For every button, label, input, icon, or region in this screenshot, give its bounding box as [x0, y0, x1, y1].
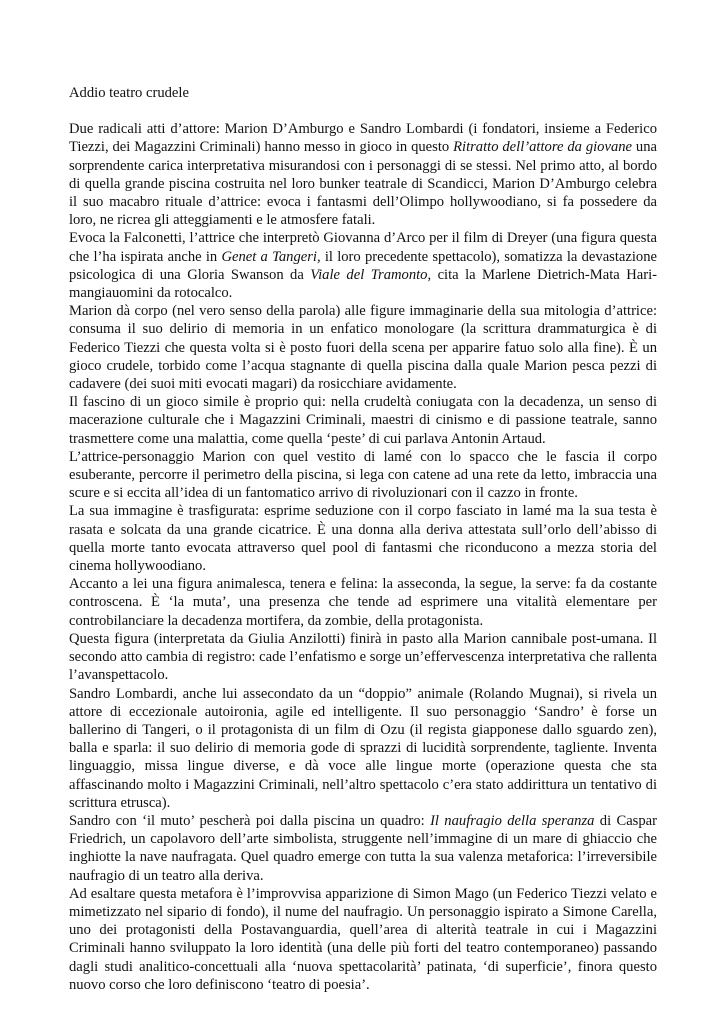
- paragraph: [69, 120, 657, 229]
- paragraph-text: Evoca la Falconetti, l’attrice che interpretò Giovanna d’Arco per il film di Dreyer (una figura questa che l’ha ispirata anche in: [69, 230, 657, 265]
- paragraph-text: Accanto a lei una figura animalesca, tenera e felina: la asseconda, la segue, la serve: fa da costante controscena. È ‘la muta’, una presenza che tende ad esprimere una vitalità elementare per controbilanciare la decadenza mortifera, da zombie, della protagonista.: [69, 576, 657, 629]
- article-body: [69, 120, 657, 994]
- paragraph-text: , cita la Marlene Dietrich-Mata Hari-mangiauomini da rotocalco.: [69, 266, 657, 302]
- paragraph: [69, 502, 657, 575]
- italic-title-text: Viale del Tramonto: [310, 266, 428, 283]
- paragraph-text: , il loro precedente spettacolo), somatizza la devastazione psicologica di una Gloria Swanson da: [69, 248, 657, 283]
- paragraph: [69, 630, 657, 685]
- paragraph-text: Due radicali atti d’attore: Marion D’Amburgo e Sandro Lombardi (i fondatori, insieme a Federico Tiezzi, dei Magazzini Criminali) hanno messo in gioco in questo: [69, 121, 657, 156]
- paragraph-text: Il fascino di un gioco simile è proprio qui: nella crudeltà coniugata con la decadenza, un senso di macerazione culturale che i Magazzini Criminali, maestri di cinismo e di passione teatrale, sanno trasmettere come una malattia, come quella ‘peste’ di cui parlava Antonin Artaud.: [69, 394, 657, 447]
- italic-title-text: Ritratto dell’attore da giovane: [453, 139, 633, 156]
- article-title: Addio teatro crudele: [69, 85, 189, 101]
- paragraph: [69, 685, 657, 812]
- paragraph: [69, 812, 657, 885]
- paragraph-text: Marion dà corpo (nel vero senso della parola) alle figure immaginarie della sua mitologia d’attrice: consuma il suo delirio di memoria in un enfatico monologare (la scrittura drammaturgica è di Federico Tiezzi che questa volta si è posto fuori della scena per apparire fatuo solo alla fine). È un gioco crudele, torbido come l’acqua stagnante di quella piscina dalla quale Marion pesca pezzi di cadavere (dei suoi miti evocati magari) da rosicchiare avidamente.: [69, 303, 657, 393]
- italic-title-text: Il naufragio della speranza: [430, 812, 595, 829]
- paragraph-text: La sua immagine è trasfigurata: esprime seduzione con il corpo fasciato in lamé ma la sua testa è rasata e solcata da una grande cicatrice. È una donna alla deriva attestata sull’orlo dell’abisso di quella morte tanto evocata attraverso quel pool di fantasmi che riconducono a mezza storia del cinema hollywoodiano.: [69, 503, 657, 575]
- paragraph-text: Sandro con ‘il muto’ pescherà poi dalla piscina un quadro:: [69, 812, 431, 829]
- paragraph: [69, 393, 657, 448]
- paragraph-text: una sorprendente carica interpretativa misurandosi con i personaggi di se stessi. Nel primo atto, al bordo di quella grande piscina costruita nel loro bunker teatrale di Scandicci, Marion D’Amburgo celebra il suo macabro rituale d’attrice: evoca i fantasmi dell’Olimpo hollywoodiano, si fa possedere da loro, ne ricrea gli atteggiamenti e le atmosfere fatali.: [69, 139, 657, 229]
- italic-title-text: Genet a Tangeri: [221, 248, 317, 265]
- paragraph: [69, 302, 657, 393]
- paragraph-text: di Caspar Friedrich, un capolavoro dell’arte simbolista, struggente nell’immagine di un mare di ghiaccio che inghiotte la nave naufragata. Quel quadro emerge con tutta la sua valenza metaforica: l’irreversibile naufragio di un teatro alla deriva.: [69, 812, 657, 884]
- paragraph-text: Sandro Lombardi, anche lui assecondato da un “doppio” animale (Rolando Mugnai), si rivela un attore di eccezionale autoironia, agile ed intelligente. Il suo personaggio ‘Sandro’ è forse un ballerino di Tangeri, o il protagonista di un film di Ozu (il regista giapponese dallo sguardo zen), balla e sparla: il suo delirio di memoria gode di sprazzi di lucidità sorprendente, tagliente. Inventa linguaggio, missa lingue diverse, e dà voce alle lingue morte (operazione questa che sta affascinando molto i Magazzini Criminali, nell’altro spettacolo c’era stato addirittura un tentativo di scrittura etrusca).: [69, 685, 657, 811]
- paragraph: [69, 448, 657, 503]
- paragraph: [69, 885, 657, 994]
- paragraph-text: Questa figura (interpretata da Giulia Anzilotti) finirà in pasto alla Marion cannibale post-umana. Il secondo atto cambia di registro: cade l’enfatismo e sorge un’effervescenza interpretativa che rallenta l’avanspettacolo.: [69, 630, 657, 684]
- paragraph-text: Ad esaltare questa metafora è l’improvvisa apparizione di Simon Mago (un Federico Tiezzi velato e mimetizzato nel sipario di fondo), il nume del naufragio. Un personaggio ispirato a Simone Carella, uno dei protagonisti della Postavanguardia, quell’area di alterità teatrale in cui i Magazzini Criminali hanno sviluppato la loro identità (una delle più forti del teatro contemporaneo) passando dagli studi analitico-concettuali alla ‘nuova spettacolarità’ patinata, ‘di superficie’, finora questo nuovo corso che loro definiscono ‘teatro di poesia’.: [69, 885, 657, 993]
- paragraph: [69, 575, 657, 630]
- paragraph-text: L’attrice-personaggio Marion con quel vestito di lamé con lo spacco che le fascia il corpo esuberante, percorre il perimetro della piscina, si lega con catene ad una rete da letto, imbraccia una scure e si eccita all’idea di un fantomatico arrivo di rivoluzionari con il cazzo in fronte.: [69, 448, 657, 502]
- paragraph: [69, 229, 657, 302]
